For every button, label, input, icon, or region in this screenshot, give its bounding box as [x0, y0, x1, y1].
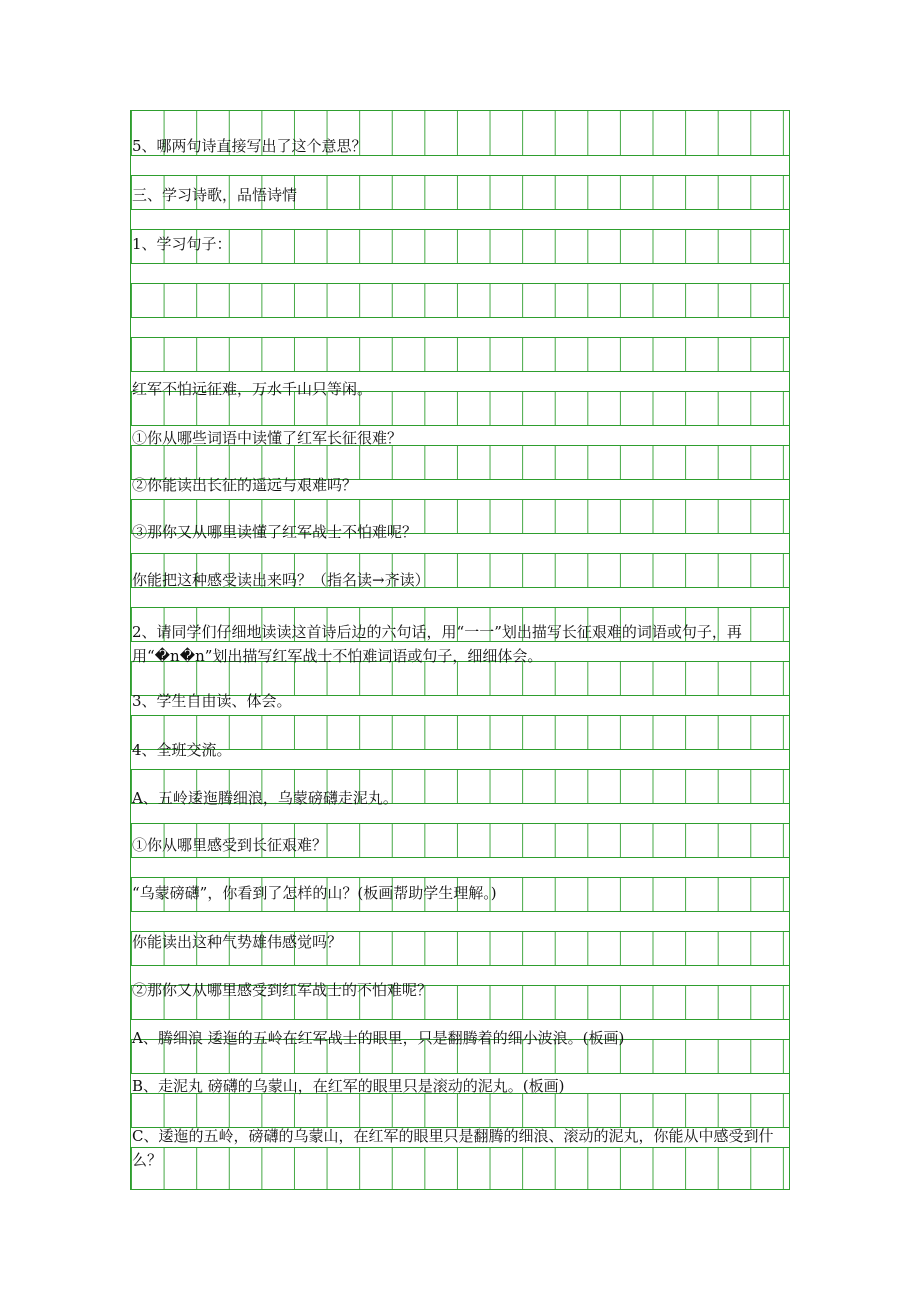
- answer-c: C、逶迤的五岭，磅礴的乌蒙山，在红军的眼里只是翻腾的细浪、滚动的泥丸，你能从中感受到什么？: [132, 1127, 774, 1169]
- section-heading: 三、学习诗歌，品悟诗情: [132, 186, 298, 204]
- answer-a: A、腾细浪 逶迤的五岭在红军战士的眼里，只是翻腾着的细小波浪。(板画): [132, 1029, 625, 1047]
- grid-band: [131, 317, 789, 338]
- instruction-text: 你能把这种感受读出来吗？（指名读→齐读）: [132, 571, 430, 589]
- question-item: ①你从哪些词语中读懂了红军长征很难？: [132, 429, 403, 447]
- question-item: ①你从哪里感受到长征艰难？: [132, 836, 328, 854]
- subheading-1: 1、学习句子：: [132, 235, 232, 253]
- answer-b: B、走泥丸 磅礴的乌蒙山，在红军的眼里只是滚动的泥丸。(板画): [132, 1077, 565, 1095]
- question-item: ②你能读出长征的遥远与艰难吗？: [132, 476, 358, 494]
- step-3: 3、学生自由读、体会。: [132, 692, 292, 710]
- grid-band: [131, 209, 789, 230]
- poem-line-a: A、五岭逶迤腾细浪，乌蒙磅礴走泥丸。: [132, 789, 398, 807]
- grid-band: [131, 857, 789, 878]
- question-item: ③那你又从哪里读懂了红军战士不怕难呢？: [132, 523, 418, 541]
- grid-band: [131, 587, 789, 608]
- grid-band: [131, 155, 789, 176]
- discussion-text: “乌蒙磅礴”，你看到了怎样的山？(板画帮助学生理解。): [132, 884, 497, 902]
- grid-band: [131, 263, 789, 284]
- poem-line: 红军不怕远征难，万水千山只等闲。: [132, 380, 373, 398]
- step-4: 4、全班交流。: [132, 741, 232, 759]
- question-item: ②那你又从哪里感受到红军战士的不怕难呢？: [132, 981, 433, 999]
- grid-band: [131, 911, 789, 932]
- question-5: 5、哪两句诗直接写出了这个意思？: [132, 137, 367, 155]
- instruction-paragraph: 2、请同学们仔细地读读这首诗后边的六句话，用“一一”划出描写长征艰难的词语或句子，再用“�n�n”划出描写红军战士不怕难词语或句子，细细体会。: [132, 623, 742, 665]
- discussion-text: 你能读出这种气势雄伟感觉吗？: [132, 933, 343, 951]
